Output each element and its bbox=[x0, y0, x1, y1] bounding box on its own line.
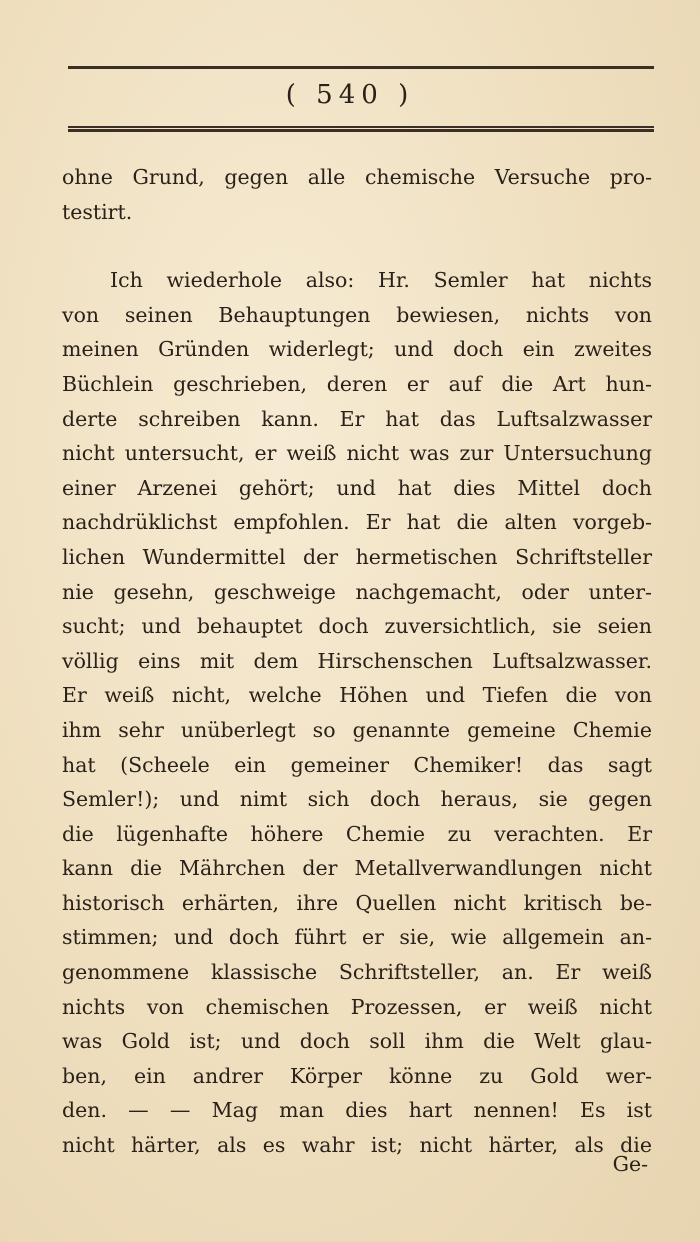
text-line: meinen Gründen widerlegt; und doch ein zweites bbox=[62, 337, 652, 362]
page-number: ( 540 ) bbox=[285, 80, 415, 110]
text-line: ohne Grund, gegen alle chemische Versuche pro- bbox=[62, 165, 652, 189]
text-line: nichts von chemischen Prozessen, er weiß nicht bbox=[62, 994, 652, 1019]
text-line: genommene klassische Schriftsteller, an. Er weiß bbox=[62, 960, 652, 985]
text-line: was Gold ist; und doch soll ihm die Welt glau- bbox=[62, 1029, 652, 1054]
header-rule-top bbox=[68, 66, 654, 69]
text-line: nachdrüklichst empfohlen. Er hat die alten vorgeb- bbox=[62, 510, 652, 535]
text-line: Semler!); und nimt sich doch heraus, sie gegen bbox=[62, 787, 652, 812]
text-line: hat (Scheele ein gemeiner Chemiker! das sagt bbox=[62, 752, 652, 777]
text-line: testirt. bbox=[62, 199, 133, 224]
paragraph-gap bbox=[62, 229, 652, 263]
text-line: derte schreiben kann. Er hat das Luftsalzwasser bbox=[62, 406, 652, 431]
text-line: stimmen; und doch führt er sie, wie allgemein an- bbox=[62, 925, 652, 950]
text-line: Er weiß nicht, welche Höhen und Tiefen die von bbox=[62, 683, 652, 708]
text-line: nicht untersucht, er weiß nicht was zur Untersuchung bbox=[62, 441, 652, 466]
text-line: die lügenhafte höhere Chemie zu verachten. Er bbox=[62, 821, 652, 846]
text-line: von seinen Behauptungen bewiesen, nichts von bbox=[62, 302, 652, 327]
text-line: kann die Mährchen der Metallverwandlungen nicht bbox=[62, 856, 652, 881]
text-line: historisch erhärten, ihre Quellen nicht kritisch be- bbox=[62, 890, 652, 915]
text-line: Ich wiederhole also: Hr. Semler hat nichts bbox=[110, 268, 652, 293]
text-line: den. — — Mag man dies hart nennen! Es ist bbox=[62, 1098, 652, 1123]
text-line: ben, ein andrer Körper könne zu Gold wer- bbox=[62, 1063, 652, 1088]
text-line: nie gesehn, geschweige nachgemacht, oder unter- bbox=[62, 579, 652, 604]
header-rule-bottom bbox=[68, 126, 654, 132]
text-line: ihm sehr unüberlegt so genannte gemeine Chemie bbox=[62, 717, 652, 742]
text-line: sucht; und behauptet doch zuversichtlich, sie seien bbox=[62, 614, 652, 639]
text-line: völlig eins mit dem Hirschenschen Luftsalzwasser. bbox=[62, 648, 652, 673]
text-line: lichen Wundermittel der hermetischen Schriftsteller bbox=[62, 544, 652, 569]
catchword: Ge- bbox=[612, 1152, 648, 1176]
text-line: einer Arzenei gehört; und hat dies Mittel doch bbox=[62, 475, 652, 500]
text-line: nicht härter, als es wahr ist; nicht härter, als die bbox=[62, 1133, 652, 1158]
text-line: Büchlein geschrieben, deren er auf die Art hun- bbox=[62, 371, 652, 396]
body-text bbox=[62, 160, 652, 1163]
